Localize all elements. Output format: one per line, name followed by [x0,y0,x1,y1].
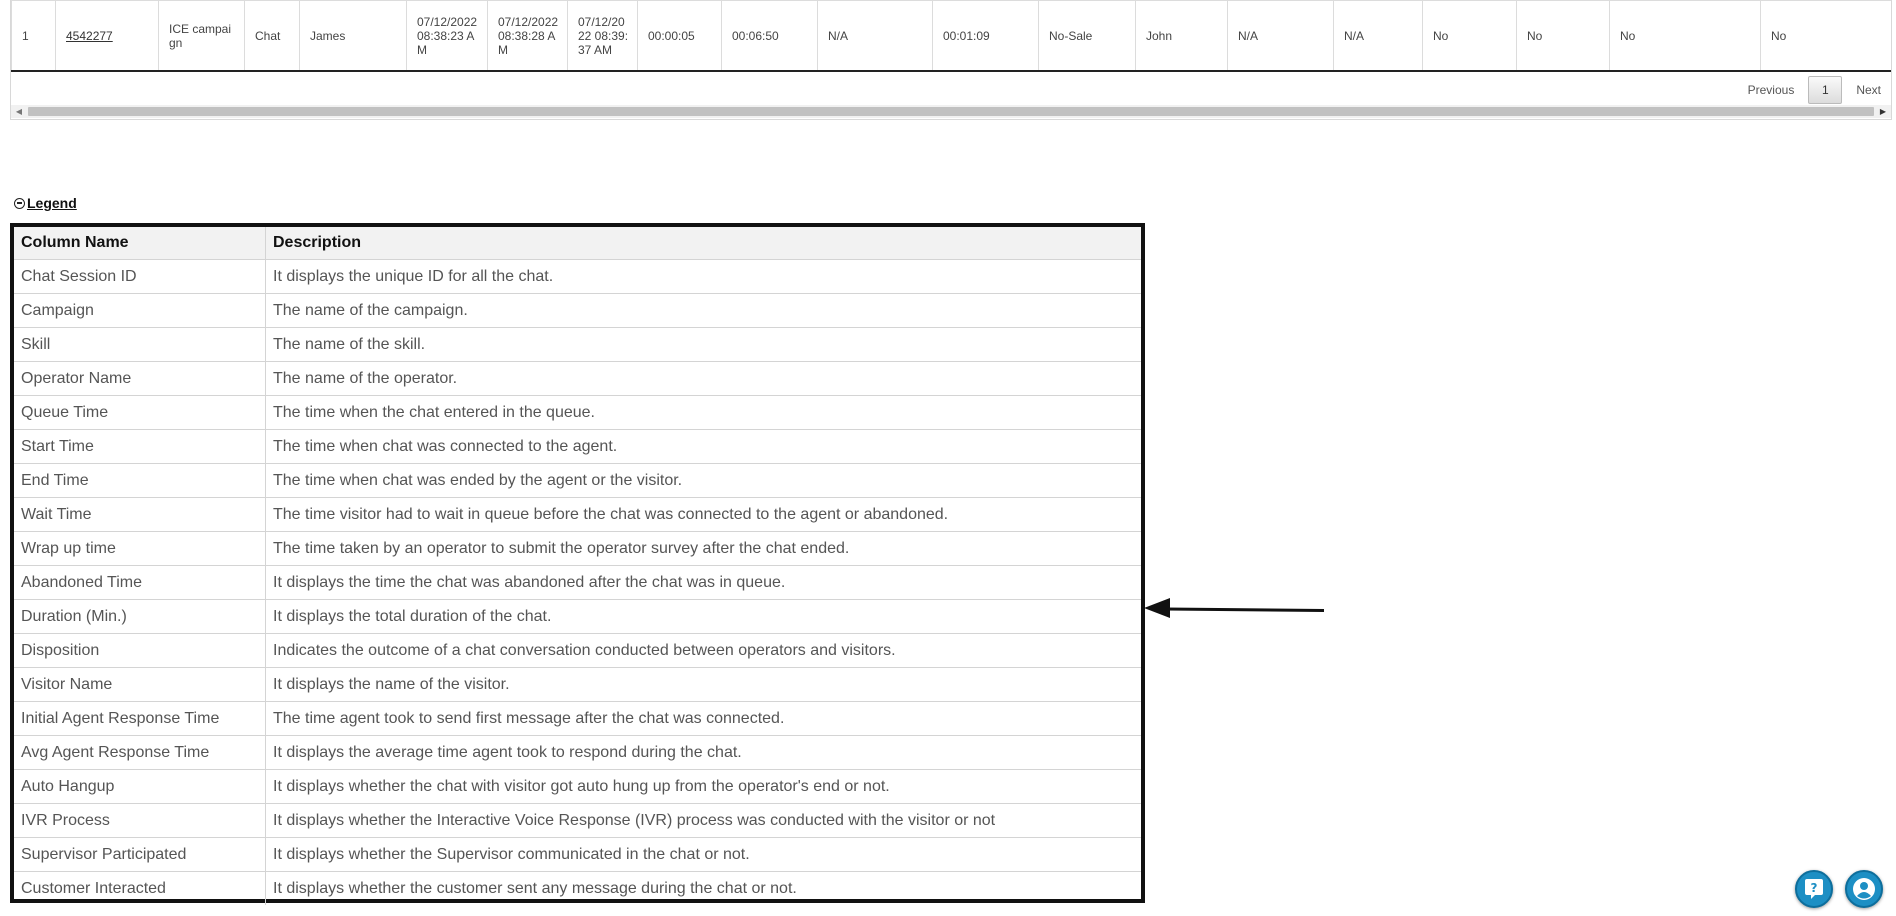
legend-description: The name of the operator. [266,362,1142,396]
legend-column-name: Chat Session ID [14,260,266,294]
legend-description: It displays whether the Interactive Voice Response (IVR) process was conducted with the visitor or not [266,804,1142,838]
legend-description: The time taken by an operator to submit the operator survey after the chat ended. [266,532,1142,566]
chat-session-id-link[interactable]: 4542277 [56,1,159,72]
duration-cell: 00:01:09 [933,1,1039,72]
legend-row [14,600,1141,634]
legend-row [14,498,1141,532]
table-row [12,1,1892,72]
legend-description: It displays the total duration of the chat. [266,600,1142,634]
avg-agent-response-cell: N/A [1334,1,1423,72]
column-name-header: Column Name [14,227,266,260]
end-time-cell: 07/12/2022 08:39:37 AM [568,1,638,72]
legend-description: The name of the skill. [266,328,1142,362]
legend-description: The time when the chat entered in the queue. [266,396,1142,430]
visitor-name-cell: John [1136,1,1228,72]
legend-row [14,396,1141,430]
auto-hangup-cell: No [1423,1,1517,72]
report-table [11,0,1891,72]
legend-column-name: Operator Name [14,362,266,396]
legend-row [14,464,1141,498]
current-page-button[interactable]: 1 [1808,76,1842,104]
legend-column-name: Wrap up time [14,532,266,566]
horizontal-scrollbar[interactable] [11,105,1891,118]
legend-column-name: Abandoned Time [14,566,266,600]
pagination [1734,77,1881,103]
help-button[interactable] [1795,870,1833,908]
legend-description: The time when chat was connected to the agent. [266,430,1142,464]
legend-description: The time when chat was ended by the agent or the visitor. [266,464,1142,498]
legend-row [14,634,1141,668]
legend-row [14,804,1141,838]
minus-circle-icon [14,198,25,209]
description-header: Description [266,227,1142,260]
campaign-cell: ICE campaign [159,1,245,72]
customer-interacted-cell: No [1761,1,1892,72]
disposition-cell: No-Sale [1039,1,1136,72]
user-icon [1852,877,1876,901]
initial-agent-response-cell: N/A [1228,1,1334,72]
legend-column-name: Wait Time [14,498,266,532]
wrap-up-time-cell: 00:06:50 [722,1,818,72]
legend-description: It displays whether the Supervisor communicated in the chat or not. [266,838,1142,872]
legend-row [14,430,1141,464]
legend-row [14,260,1141,294]
legend-description: It displays the unique ID for all the chat. [266,260,1142,294]
legend-table [14,227,1141,905]
legend-column-name: Campaign [14,294,266,328]
supervisor-participated-cell: No [1610,1,1761,72]
ivr-process-cell: No [1517,1,1610,72]
legend-row [14,566,1141,600]
legend-description: It displays the name of the visitor. [266,668,1142,702]
legend-column-name: Queue Time [14,396,266,430]
wait-time-cell: 00:00:05 [638,1,722,72]
report-table-viewport [11,0,1891,72]
legend-column-name: Customer Interacted [14,872,266,906]
legend-description: Indicates the outcome of a chat conversation conducted between operators and visitors. [266,634,1142,668]
legend-row [14,328,1141,362]
legend-column-name: Disposition [14,634,266,668]
scrollbar-thumb[interactable] [28,107,1874,116]
legend-row [14,668,1141,702]
legend-column-name: Skill [14,328,266,362]
next-page-button[interactable]: Next [1856,83,1881,97]
legend-description: It displays whether the chat with visitor got auto hung up from the operator's end or not. [266,770,1142,804]
start-time-cell: 07/12/2022 08:38:28 AM [488,1,568,72]
legend-row [14,736,1141,770]
left-arrow-icon [1144,596,1329,626]
profile-button[interactable] [1845,870,1883,908]
legend-column-name: Duration (Min.) [14,600,266,634]
legend-description: The name of the campaign. [266,294,1142,328]
queue-time-cell: 07/12/2022 08:38:23 AM [407,1,488,72]
legend-row [14,532,1141,566]
row-number-cell: 1 [12,1,56,72]
operator-name-cell: James [300,1,407,72]
legend-description: It displays whether the customer sent any message during the chat or not. [266,872,1142,906]
legend-panel [10,223,1145,903]
legend-row [14,362,1141,396]
legend-row [14,838,1141,872]
legend-description: It displays the time the chat was abandoned after the chat was in queue. [266,566,1142,600]
legend-row [14,872,1141,906]
legend-row [14,294,1141,328]
legend-toggle-label: Legend [27,195,77,211]
legend-toggle[interactable] [14,195,77,211]
report-table-container [10,0,1892,120]
legend-description: It displays the average time agent took to respond during the chat. [266,736,1142,770]
skill-cell: Chat [245,1,300,72]
legend-column-name: IVR Process [14,804,266,838]
previous-page-button[interactable]: Previous [1747,83,1795,97]
legend-description: The time agent took to send first message after the chat was connected. [266,702,1142,736]
legend-column-name: Visitor Name [14,668,266,702]
svg-text:?: ? [1810,881,1818,895]
legend-column-name: Auto Hangup [14,770,266,804]
legend-row [14,702,1141,736]
legend-column-name: Supervisor Participated [14,838,266,872]
legend-body [14,260,1141,906]
legend-column-name: End Time [14,464,266,498]
legend-column-name: Start Time [14,430,266,464]
legend-column-name: Avg Agent Response Time [14,736,266,770]
abandoned-time-cell: N/A [818,1,933,72]
scroll-left-icon[interactable]: ◀ [15,107,23,116]
legend-description: The time visitor had to wait in queue before the chat was connected to the agent or abandoned. [266,498,1142,532]
legend-header-row [14,227,1141,260]
legend-column-name: Initial Agent Response Time [14,702,266,736]
scroll-right-icon[interactable]: ▶ [1879,107,1887,116]
help-icon [1804,878,1824,900]
legend-row [14,770,1141,804]
